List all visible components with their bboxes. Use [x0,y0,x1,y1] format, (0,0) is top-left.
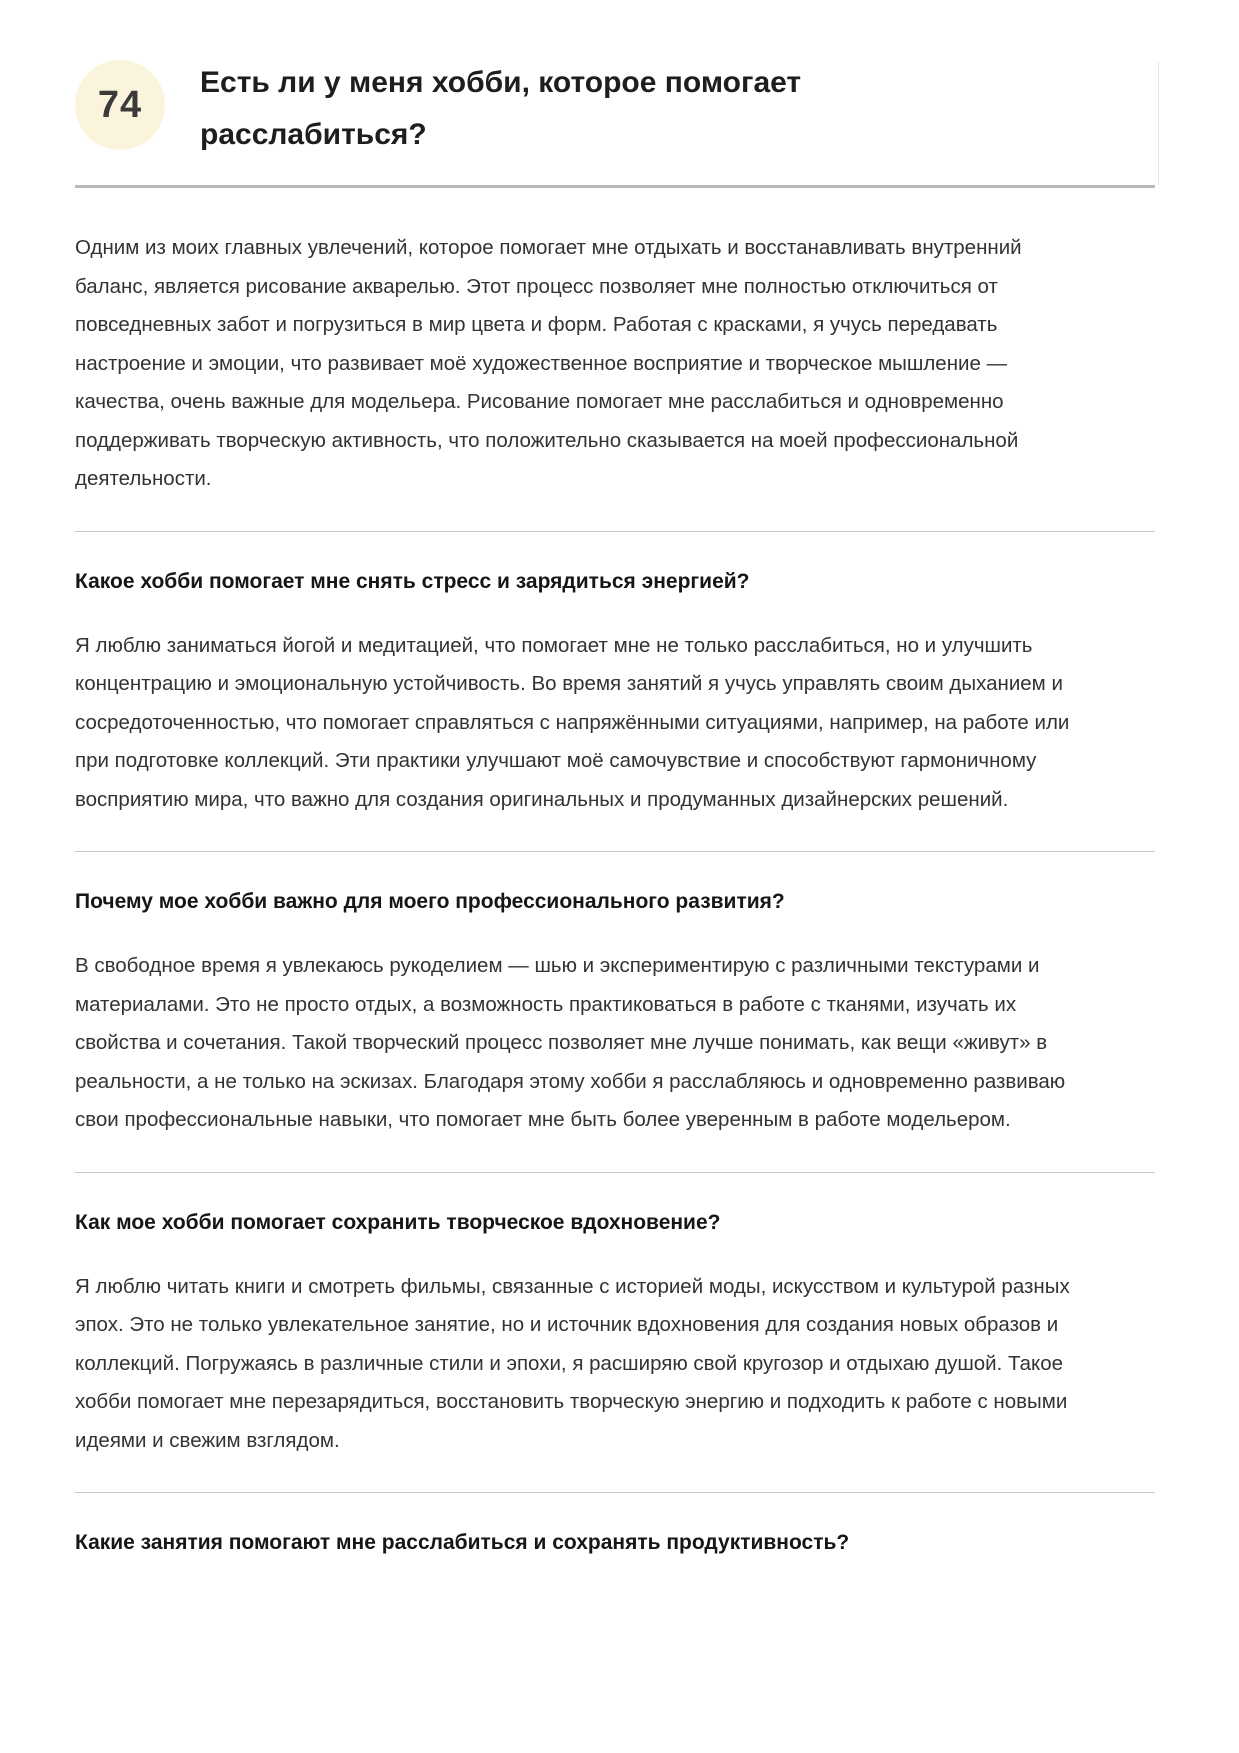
section-professional-growth [75,851,1155,1140]
header-right-rule [1158,62,1159,185]
section-paragraph: Я люблю заниматься йогой и медитацией, что помогает мне не только расслабиться, но и улучшить концентрацию и эмоциональную устойчивость. Во время занятий я учусь управлять своим дыханием и сосредоточенностью, что помогает справляться с напряжёнными ситуациями, например, на работе или при подготовке коллекций. Эти практики улучшают моё самочувствие и способствуют гармоничному восприятию мира, что важно для создания оригинальных и продуманных дизайнерских решений. [75,633,1070,811]
section-creative-inspiration [75,1172,1155,1461]
section-divider [75,1492,1155,1493]
header-divider [75,185,1155,188]
section-heading: Какое хобби помогает мне снять стресс и зарядиться энергией? [75,569,750,593]
section-paragraph: В свободное время я увлекаюсь рукоделием — шью и экспериментирую с различными текстурами и материалами. Это не просто отдых, а возможность практиковаться в работе с тканями, изучать их свойства и сочетания. Такой творческий процесс позволяет мне лучше понимать, как вещи «живут» в реальности, а не только на эскизах. Благодаря этому хобби я расслабляюсь и одновременно развиваю свои профессиональные навыки, что помогает мне быть более уверенным в работе модельером. [75,954,1066,1131]
section-divider [75,531,1155,532]
section-heading: Какие занятия помогают мне расслабиться и сохранять продуктивность? [75,1531,850,1554]
article-page [75,0,1155,1658]
section-divider [75,851,1155,852]
section-stress-relief [75,531,1155,820]
question-number: 74 [97,83,143,126]
article-header [75,57,1155,161]
section-productivity [75,1492,1155,1558]
section-heading: Как мое хобби помогает сохранить творческое вдохновение? [75,1210,721,1234]
page-title: Есть ли у меня хобби, которое помогает расслабиться? [200,66,802,151]
section-heading: Почему мое хобби важно для моего профессионального развития? [75,890,785,913]
section-paragraph: Я люблю читать книги и смотреть фильмы, связанные с историей моды, искусством и культурой разных эпох. Это не только увлекательное занятие, но и источник вдохновения для создания новых образов и коллекций. Погружаясь в различные стили и эпохи, я расширяю свой кругозор и отдыхаю душой. Такое хобби помогает мне перезарядиться, восстановить творческую энергию и подходить к работе с новыми идеями и свежим взглядом. [75,1274,1070,1452]
question-number-badge [75,60,165,150]
intro-paragraph: Одним из моих главных увлечений, которое помогает мне отдыхать и восстанавливать внутренний баланс, является рисование акварелью. Этот процесс позволяет мне полностью отключиться от повседневных забот и погрузиться в мир цвета и форм. Работая с красками, я учусь передавать настроение и эмоции, что развивает моё художественное восприятие и творческое мышление — качества, очень важные для модельера. Рисование помогает мне расслабиться и одновременно поддерживать творческую активность, что положительно сказывается на моей профессиональной деятельности. [75,236,1022,490]
section-divider [75,1172,1155,1173]
